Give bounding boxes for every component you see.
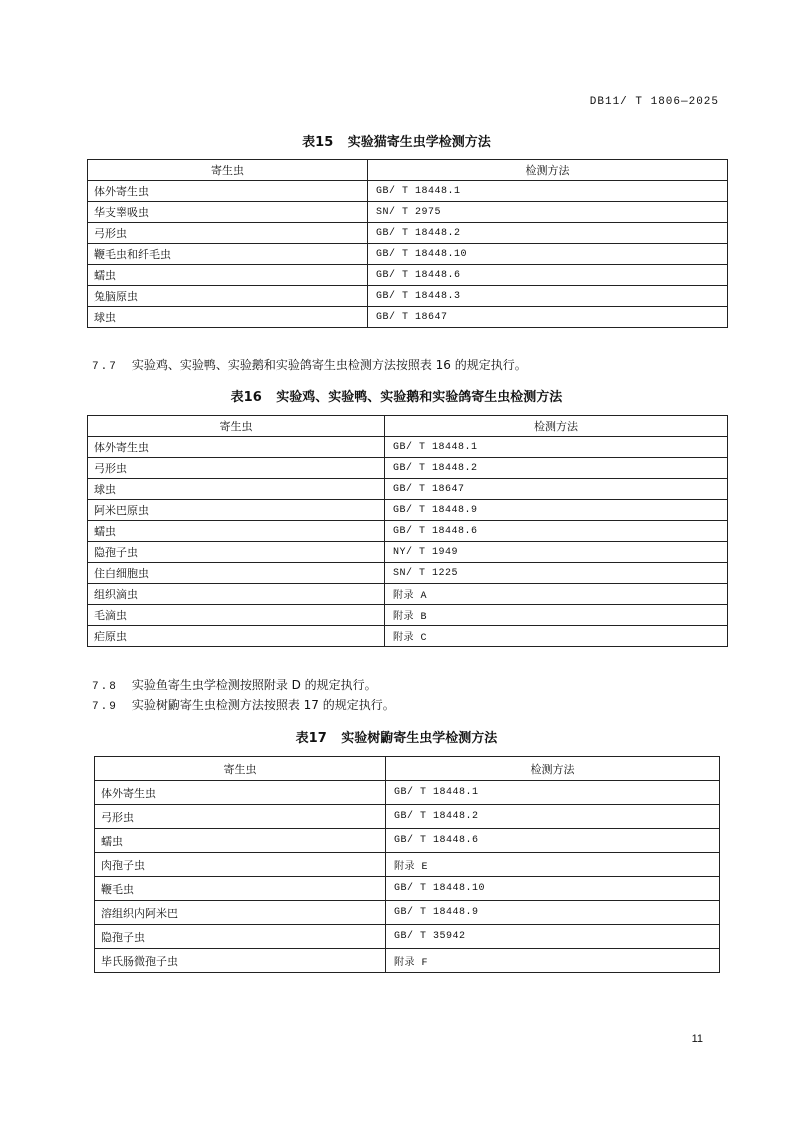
- cell-method: GB/ T 18448.1: [386, 781, 720, 805]
- cell-parasite: 蠕虫: [88, 265, 368, 286]
- paragraph-7-7: [92, 356, 527, 373]
- cell-method: 附录 A: [385, 584, 728, 605]
- table-row: [88, 286, 728, 307]
- column-header-method: 检测方法: [368, 160, 728, 181]
- cell-parasite: 鞭毛虫: [95, 877, 386, 901]
- cell-parasite: 球虫: [88, 307, 368, 328]
- table15: [87, 159, 728, 328]
- table-row: [95, 877, 720, 901]
- section-number: 7.8: [92, 681, 118, 693]
- cell-parasite: 鞭毛虫和纤毛虫: [88, 244, 368, 265]
- table15-body: [88, 160, 728, 328]
- table-row: [95, 829, 720, 853]
- paragraph-text: 实验鸡、实验鸭、实验鹅和实验鸽寄生虫检测方法按照表 16 的规定执行。: [131, 358, 527, 372]
- cell-method: GB/ T 18448.1: [385, 437, 728, 458]
- cell-parasite: 蠕虫: [95, 829, 386, 853]
- cell-parasite: 溶组织内阿米巴: [95, 901, 386, 925]
- table17-title: 实验树鼩寄生虫学检测方法: [341, 731, 498, 746]
- cell-method: 附录 C: [385, 626, 728, 647]
- table-header-row: [88, 416, 728, 437]
- table17-body: [95, 757, 720, 973]
- cell-parasite: 弓形虫: [88, 458, 385, 479]
- cell-method: SN/ T 2975: [368, 202, 728, 223]
- cell-parasite: 住白细胞虫: [88, 563, 385, 584]
- cell-method: GB/ T 35942: [386, 925, 720, 949]
- table-row: [88, 605, 728, 626]
- cell-method: GB/ T 18448.10: [368, 244, 728, 265]
- table-row: [88, 479, 728, 500]
- cell-parasite: 肉孢子虫: [95, 853, 386, 877]
- table16-title: 实验鸡、实验鸭、实验鹅和实验鸽寄生虫检测方法: [276, 390, 563, 405]
- column-header-method: 检测方法: [385, 416, 728, 437]
- cell-method: GB/ T 18448.2: [385, 458, 728, 479]
- table15-title: 实验猫寄生虫学检测方法: [347, 135, 491, 150]
- paragraph-text: 实验树鼩寄生虫检测方法按照表 17 的规定执行。: [131, 698, 395, 712]
- cell-method: GB/ T 18448.6: [368, 265, 728, 286]
- table15-caption: [0, 131, 793, 150]
- table-row: [95, 901, 720, 925]
- table17: [94, 756, 720, 973]
- cell-parasite: 华支睾吸虫: [88, 202, 368, 223]
- table-row: [95, 853, 720, 877]
- cell-method: GB/ T 18448.9: [386, 901, 720, 925]
- cell-parasite: 毛滴虫: [88, 605, 385, 626]
- cell-method: 附录 B: [385, 605, 728, 626]
- table-row: [95, 949, 720, 973]
- table-row: [88, 542, 728, 563]
- column-header-parasite: 寄生虫: [88, 416, 385, 437]
- cell-method: 附录 E: [386, 853, 720, 877]
- table-row: [88, 223, 728, 244]
- table-row: [88, 458, 728, 479]
- table16: [87, 415, 728, 647]
- column-header-parasite: 寄生虫: [95, 757, 386, 781]
- table-row: [95, 781, 720, 805]
- table16-label: 表16: [230, 390, 262, 405]
- cell-method: GB/ T 18647: [368, 307, 728, 328]
- table-row: [88, 244, 728, 265]
- table-row: [88, 181, 728, 202]
- table-row: [88, 202, 728, 223]
- page-number: 11: [691, 1033, 703, 1045]
- table-row: [88, 563, 728, 584]
- doc-code-header: DB11/ T 1806—2025: [589, 96, 719, 108]
- cell-method: GB/ T 18448.10: [386, 877, 720, 901]
- cell-parasite: 弓形虫: [88, 223, 368, 244]
- table-row: [88, 307, 728, 328]
- table-row: [95, 805, 720, 829]
- cell-parasite: 弓形虫: [95, 805, 386, 829]
- cell-method: GB/ T 18448.6: [385, 521, 728, 542]
- section-number: 7.9: [92, 701, 118, 713]
- paragraph-text: 实验鱼寄生虫学检测按照附录 D 的规定执行。: [131, 678, 377, 692]
- table-row: [88, 265, 728, 286]
- cell-parasite: 球虫: [88, 479, 385, 500]
- cell-method: 附录 F: [386, 949, 720, 973]
- cell-method: GB/ T 18448.2: [386, 805, 720, 829]
- table-row: [88, 626, 728, 647]
- cell-parasite: 体外寄生虫: [95, 781, 386, 805]
- table-header-row: [88, 160, 728, 181]
- cell-parasite: 阿米巴原虫: [88, 500, 385, 521]
- table-row: [88, 521, 728, 542]
- cell-parasite: 隐孢子虫: [88, 542, 385, 563]
- cell-method: GB/ T 18448.3: [368, 286, 728, 307]
- section-number: 7.7: [92, 361, 118, 373]
- table17-label: 表17: [295, 731, 327, 746]
- table-row: [88, 584, 728, 605]
- table16-body: [88, 416, 728, 647]
- paragraph-7-9: [92, 696, 395, 713]
- table-row: [95, 925, 720, 949]
- paragraph-7-8: [92, 676, 377, 693]
- cell-parasite: 体外寄生虫: [88, 181, 368, 202]
- cell-parasite: 疟原虫: [88, 626, 385, 647]
- column-header-method: 检测方法: [386, 757, 720, 781]
- cell-parasite: 兔脑原虫: [88, 286, 368, 307]
- cell-method: GB/ T 18647: [385, 479, 728, 500]
- cell-method: GB/ T 18448.2: [368, 223, 728, 244]
- cell-parasite: 隐孢子虫: [95, 925, 386, 949]
- table-header-row: [95, 757, 720, 781]
- cell-parasite: 体外寄生虫: [88, 437, 385, 458]
- table16-caption: [0, 386, 793, 405]
- cell-method: SN/ T 1225: [385, 563, 728, 584]
- cell-method: GB/ T 18448.9: [385, 500, 728, 521]
- cell-parasite: 组织滴虫: [88, 584, 385, 605]
- cell-method: NY/ T 1949: [385, 542, 728, 563]
- cell-parasite: 毕氏肠微孢子虫: [95, 949, 386, 973]
- table-row: [88, 500, 728, 521]
- table-row: [88, 437, 728, 458]
- cell-method: GB/ T 18448.1: [368, 181, 728, 202]
- cell-parasite: 蠕虫: [88, 521, 385, 542]
- column-header-parasite: 寄生虫: [88, 160, 368, 181]
- table17-caption: [0, 727, 793, 746]
- cell-method: GB/ T 18448.6: [386, 829, 720, 853]
- table15-label: 表15: [302, 135, 334, 150]
